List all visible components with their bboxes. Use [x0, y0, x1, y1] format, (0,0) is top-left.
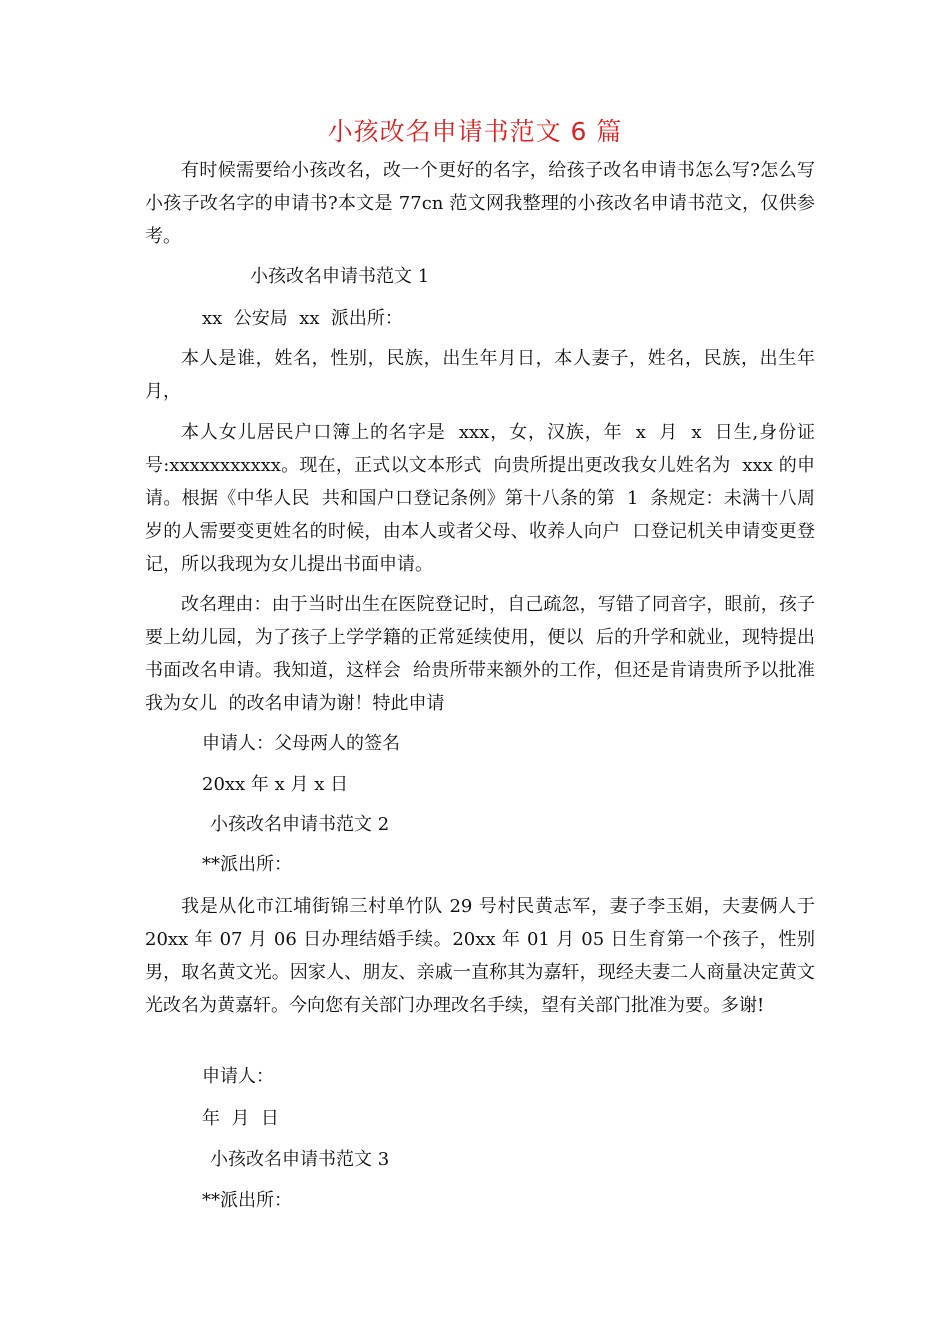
- sample1-heading: 小孩改名申请书范文 1: [250, 266, 430, 287]
- sample2-heading: 小孩改名申请书范文 2: [210, 814, 390, 835]
- sample1-addressee: xx 公安局 xx 派出所：: [202, 308, 403, 329]
- sample1-date: 20xx 年 x 月 x 日: [202, 774, 349, 795]
- intro-paragraph: 有时候需要给小孩改名，改一个更好的名字，给孩子改名申请书怎么写?怎么写小孩子改名字的申请书?本文是 77cn 范文网我整理的小孩改名申请书范文，仅供参考。: [145, 160, 815, 247]
- sample1-paragraph-1: 本人是谁，姓名，性别，民族，出生年月日，本人妻子，姓名，民族，出生年月，: [145, 348, 815, 402]
- sample1-applicant: 申请人：父母两人的签名: [202, 733, 400, 754]
- sample1-paragraph-3: 改名理由：由于当时出生在医院登记时，自己疏忽，写错了同音字，眼前，孩子要上幼儿园，为了孩子上学学籍的正常延续使用，便以 后的升学和就业，现特提出书面改名申请。我知道，这样会 给贵所带来额外的工作，但还是肯请贵所予以批准我为女儿 的改名申请为谢！特此申请: [145, 594, 815, 714]
- sample2-date: 年 月 日: [202, 1108, 279, 1129]
- sample2-addressee: **派出所：: [202, 854, 292, 875]
- sample3-heading: 小孩改名申请书范文 3: [210, 1149, 390, 1170]
- sample2-applicant: 申请人：: [202, 1066, 274, 1087]
- sample3-addressee: **派出所：: [202, 1190, 292, 1211]
- sample2-paragraph-1: 我是从化市江埔街锦三村单竹队 29 号村民黄志军，妻子李玉娟，夫妻俩人于 20xx 年 07 月 06 日办理结婚手续。20xx 年 01 月 05 日生育第一个孩子，性别男，取名黄文光。因家人、朋友、亲戚一直称其为嘉轩，现经夫妻二人商量决定黄文光改名为黄嘉轩。今向您有关部门办理改名手续，望有关部门批准为要。多谢!: [145, 896, 821, 1016]
- sample1-paragraph-2: 本人女儿居民户口簿上的名字是 xxx，女，汉族，年 x 月 x 日生,身份证号:xxxxxxxxxxx。现在，正式以文本形式 向贵所提出更改我女儿姓名为 xxx 的申请。根据《中华人民 共和国户口登记条例》第十八条的第 1 条规定：未满十八周 岁的人需要变更姓名的时候，由本人或者父母、收养人向户 口登记机关申请变更登记，所以我现为女儿提出书面申请。: [145, 422, 827, 575]
- document-title: 小孩改名申请书范文 6 篇: [327, 117, 623, 146]
